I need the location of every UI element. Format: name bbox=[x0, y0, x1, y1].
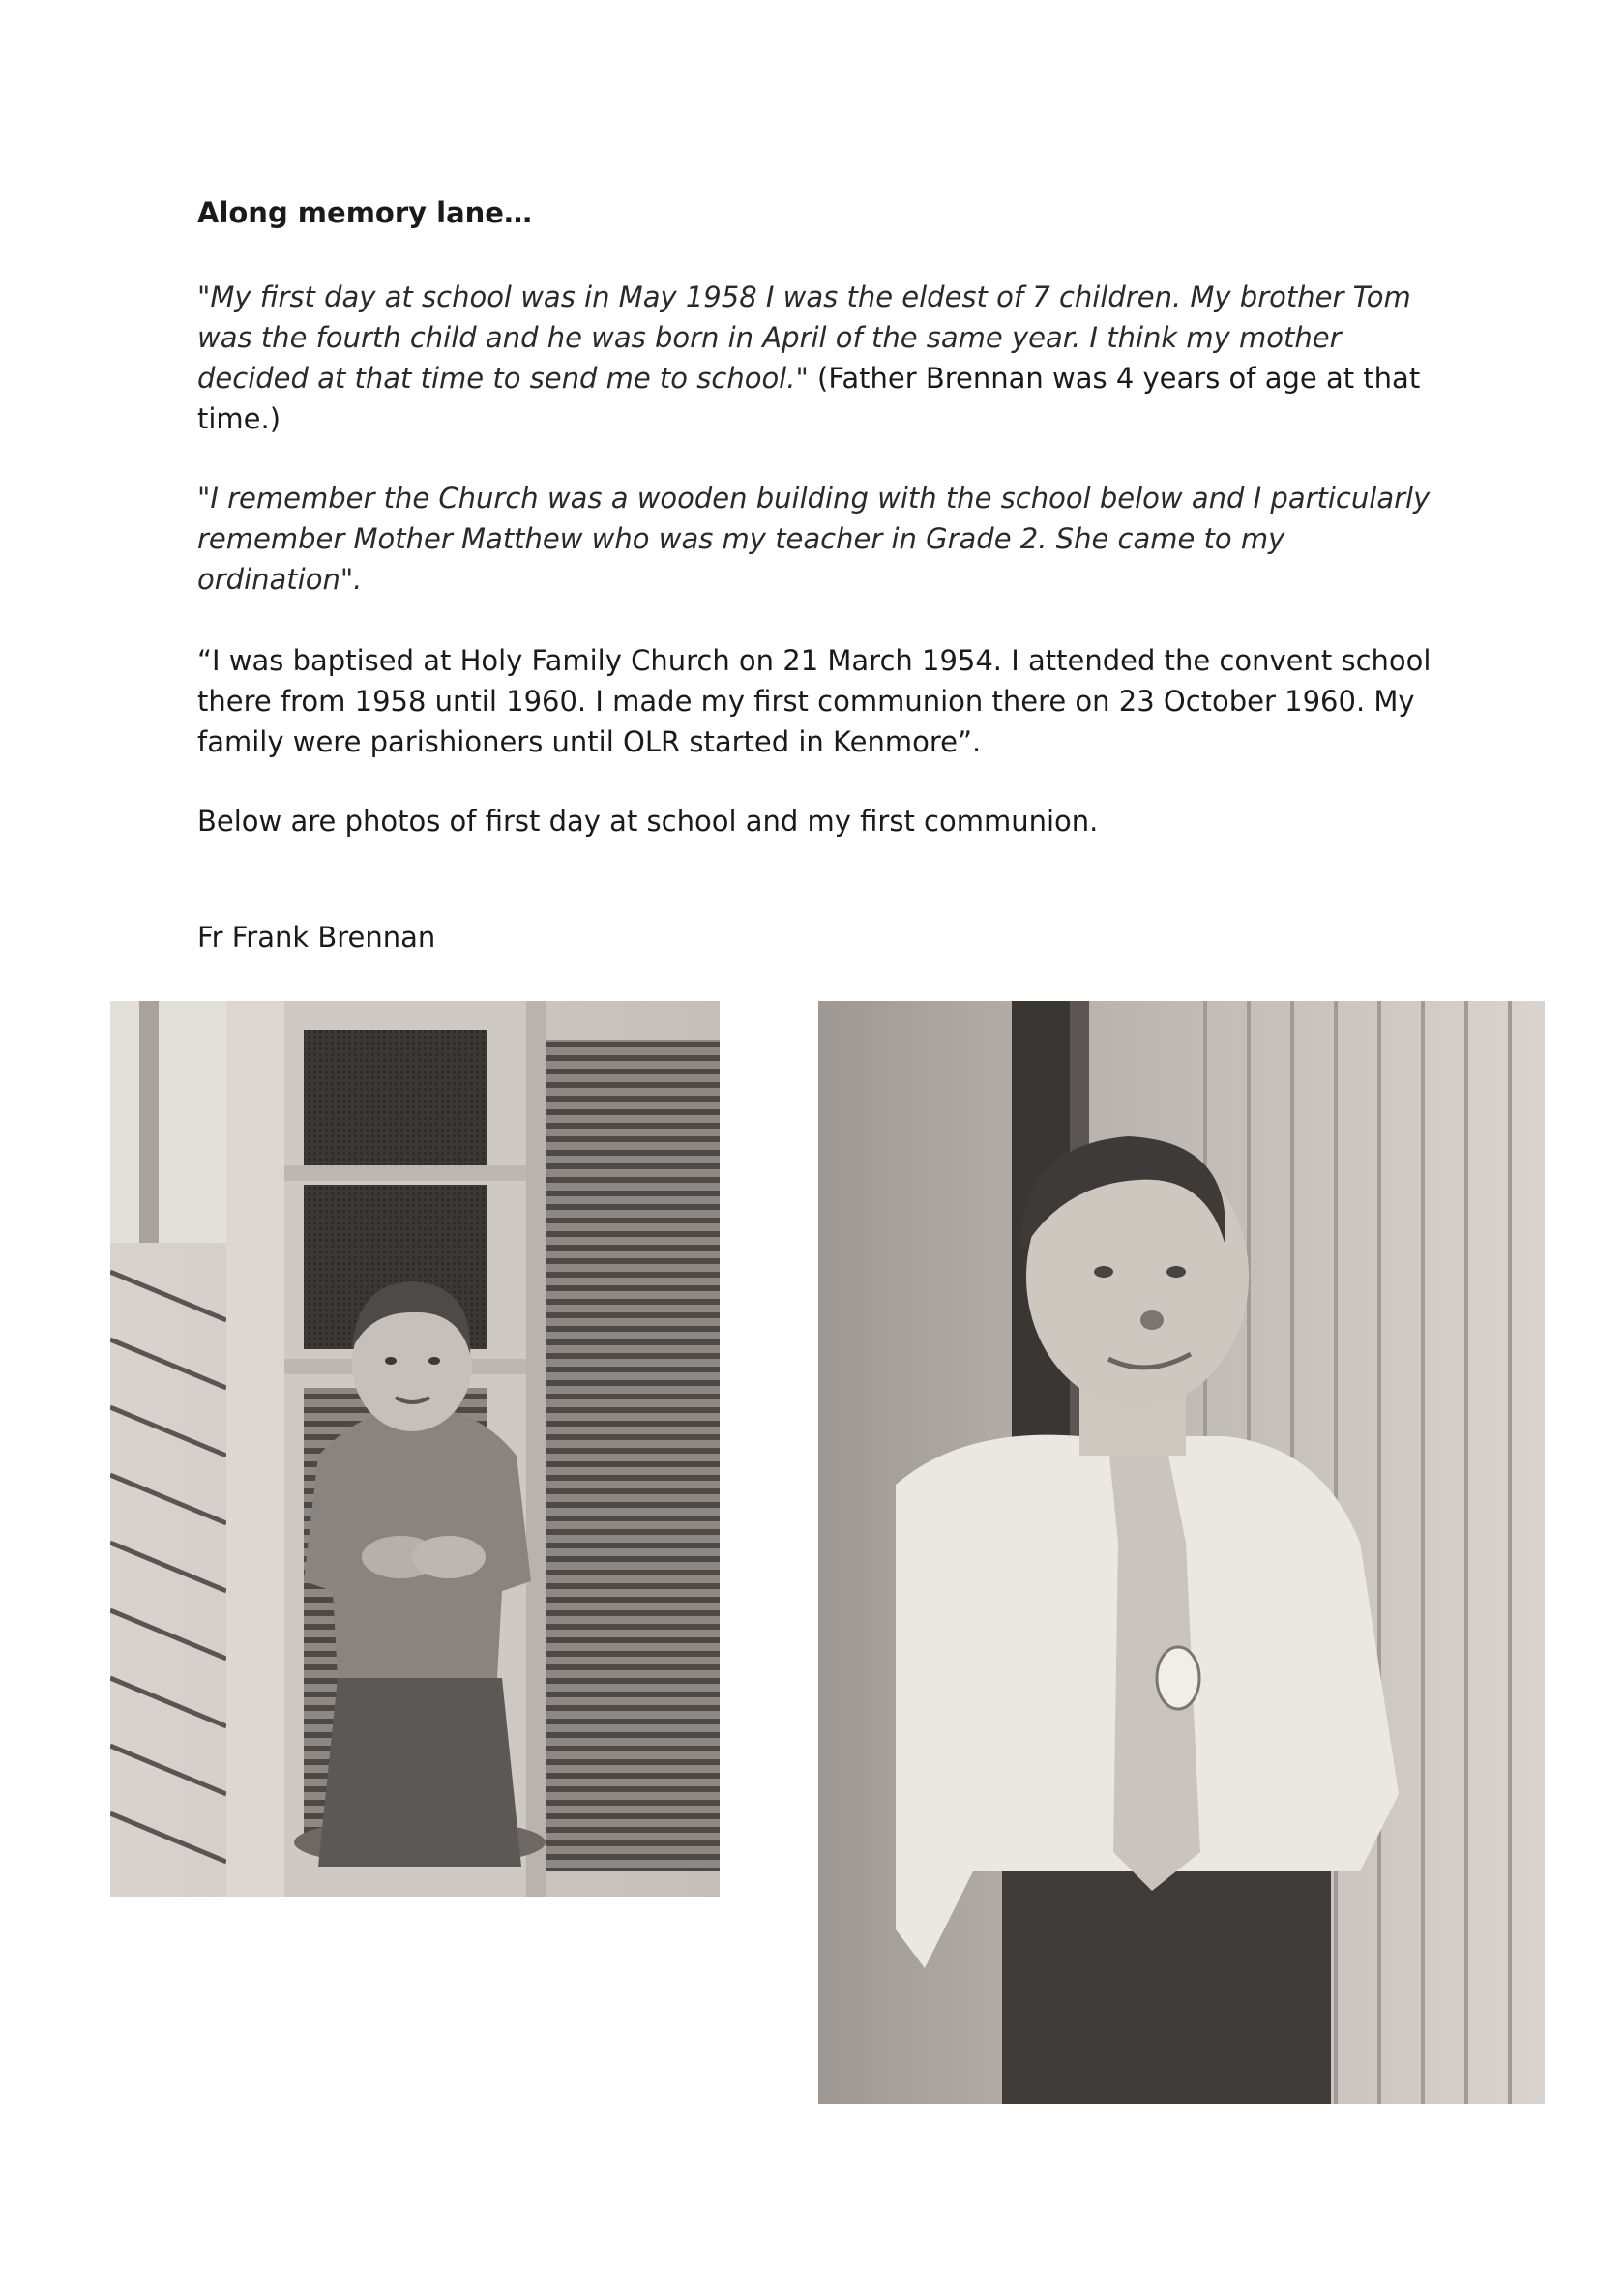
age-aside: (Father Brennan was 4 years of age at that time.) bbox=[197, 362, 1421, 435]
church-memory-quote: "I remember the Church was a wooden building with the school below and I particularly remember Mother Matthew who was my teacher in Grade 2. She came to my ordination". bbox=[197, 482, 1431, 596]
signature: Fr Frank Brennan bbox=[197, 921, 436, 954]
first-day-quote: "My first day at school was in May 1958 I was the eldest of 7 children. My brother Tom was the fourth child and he was born in April of the same year. I think my mother decided at that time to send me to school." bbox=[197, 280, 1411, 395]
paragraph-photo-intro: Below are photos of first day at school and my first communion. bbox=[197, 805, 1099, 838]
paragraph-baptism: “I was baptised at Holy Family Church on 21 March 1954. I attended the convent school there from 1958 until 1960. I made my first communion there on 23 October 1960. My family were parishioners until OLR started in Kenmore”. bbox=[197, 644, 1432, 758]
page-heading: Along memory lane… bbox=[197, 196, 532, 229]
first-day-school-photo bbox=[110, 1001, 720, 1897]
paragraph-church-memory bbox=[197, 478, 1445, 600]
paragraph-first-day bbox=[197, 277, 1445, 439]
first-communion-photo bbox=[818, 1001, 1545, 2104]
